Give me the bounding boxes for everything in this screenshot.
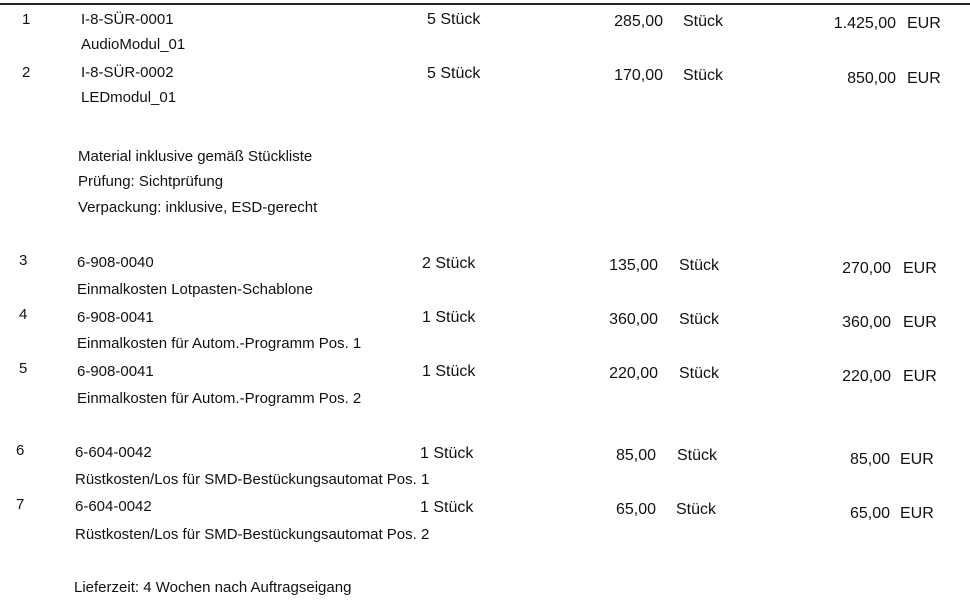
item-description: Einmalkosten Lotpasten-Schablone: [77, 281, 313, 298]
item-currency: EUR: [907, 15, 941, 32]
item-unit: Stück: [683, 67, 724, 84]
item-total: 220,00: [842, 368, 891, 385]
item-unit-price: 285,00: [614, 13, 663, 30]
item-unit-price: 85,00: [615, 447, 656, 464]
item-currency: EUR: [900, 451, 934, 468]
item-total: 270,00: [842, 260, 891, 277]
header-rule: [0, 3, 970, 5]
item-total: 85,00: [849, 451, 890, 468]
note-line: Verpackung: inklusive, ESD-gerecht: [78, 199, 318, 216]
item-position: 2: [22, 64, 31, 81]
item-description: AudioModul_01: [81, 36, 186, 53]
item-position: 7: [16, 496, 25, 513]
item-total: 850,00: [847, 70, 896, 87]
item-unit: Stück: [679, 311, 720, 328]
item-unit: Stück: [676, 501, 717, 518]
item-unit-price: 170,00: [614, 67, 663, 84]
item-article-number: 6-908-0040: [77, 254, 154, 271]
item-quantity: 5 Stück: [427, 11, 481, 28]
item-position: 6: [16, 442, 25, 459]
item-unit: Stück: [679, 257, 720, 274]
item-description: Rüstkosten/Los für SMD-Bestückungsautomat Pos. 1: [75, 471, 430, 488]
item-currency: EUR: [907, 70, 941, 87]
item-currency: EUR: [900, 505, 934, 522]
item-unit: Stück: [679, 365, 720, 382]
note-line: Prüfung: Sichtprüfung: [78, 173, 224, 190]
item-quantity: 5 Stück: [427, 65, 481, 82]
item-unit: Stück: [677, 447, 718, 464]
item-unit-price: 65,00: [615, 501, 656, 518]
item-quantity: 1 Stück: [420, 499, 474, 516]
item-unit-price: 360,00: [609, 311, 658, 328]
item-article-number: 6-604-0042: [75, 498, 152, 515]
item-total: 360,00: [842, 314, 891, 331]
item-article-number: I-8-SÜR-0001: [81, 11, 174, 28]
item-position: 1: [22, 11, 31, 28]
item-unit-price: 220,00: [609, 365, 658, 382]
item-quantity: 2 Stück: [422, 255, 476, 272]
item-quantity: 1 Stück: [422, 363, 476, 380]
note-line: Material inklusive gemäß Stückliste: [78, 148, 313, 165]
item-currency: EUR: [903, 260, 937, 277]
item-article-number: I-8-SÜR-0002: [81, 64, 174, 81]
item-currency: EUR: [903, 368, 937, 385]
item-position: 5: [19, 360, 28, 377]
item-description: Rüstkosten/Los für SMD-Bestückungsautomat Pos. 2: [75, 526, 430, 543]
item-article-number: 6-908-0041: [77, 363, 154, 380]
item-total: 1.425,00: [833, 15, 896, 32]
item-description: Einmalkosten für Autom.-Programm Pos. 1: [77, 335, 362, 352]
item-position: 3: [19, 252, 28, 269]
item-position: 4: [19, 306, 28, 323]
item-description: LEDmodul_01: [81, 89, 177, 106]
item-article-number: 6-908-0041: [77, 309, 154, 326]
item-total: 65,00: [849, 505, 890, 522]
item-unit: Stück: [683, 13, 724, 30]
item-currency: EUR: [903, 314, 937, 331]
delivery-time: Lieferzeit: 4 Wochen nach Auftragseigang: [74, 579, 352, 596]
item-description: Einmalkosten für Autom.-Programm Pos. 2: [77, 390, 362, 407]
item-unit-price: 135,00: [609, 257, 658, 274]
item-quantity: 1 Stück: [420, 445, 474, 462]
item-article-number: 6-604-0042: [75, 444, 152, 461]
item-quantity: 1 Stück: [422, 309, 476, 326]
